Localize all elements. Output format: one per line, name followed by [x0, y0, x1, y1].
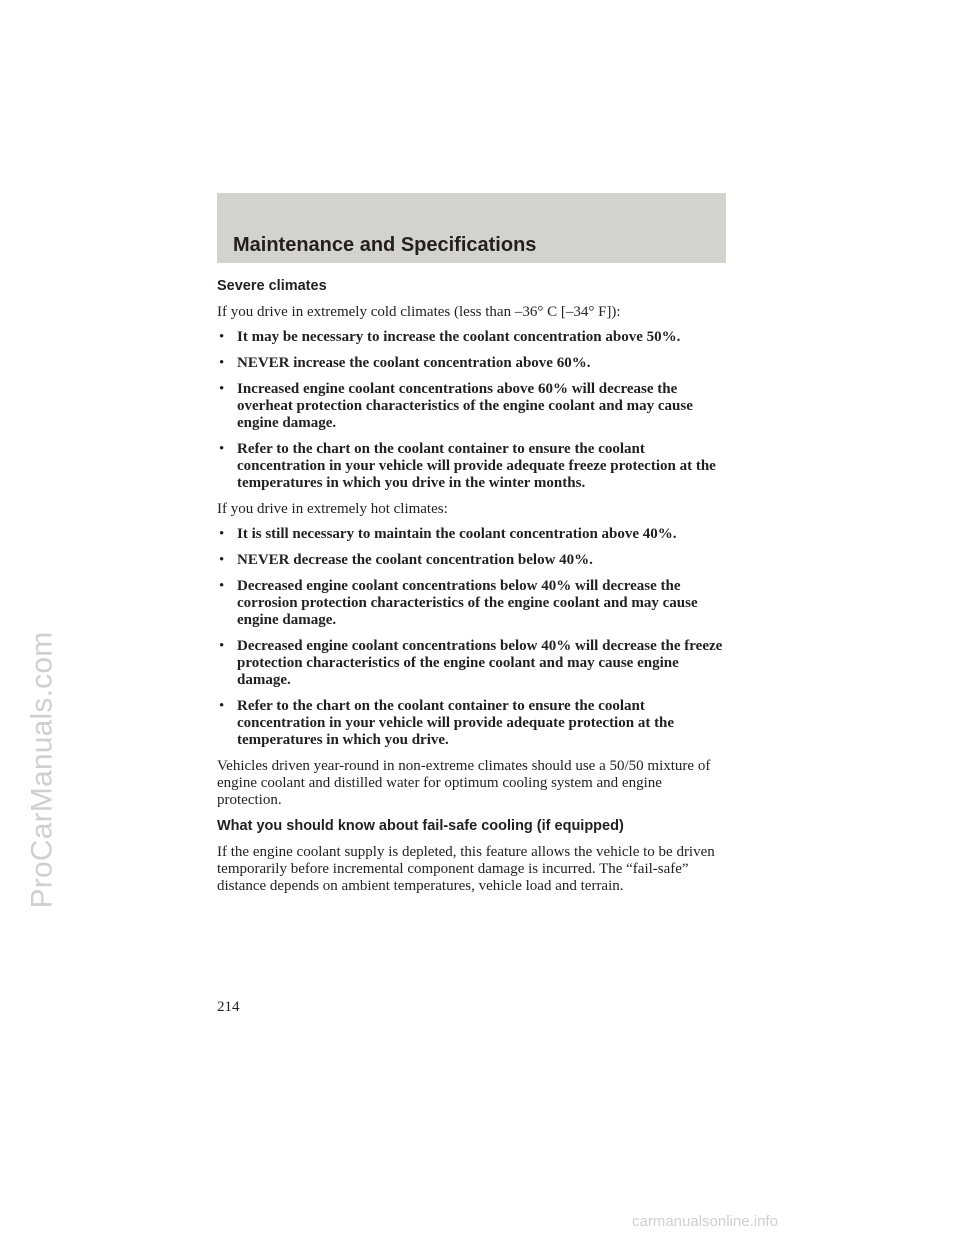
- list-item: • Decreased engine coolant concentrations below 40% will decrease the corrosion protection characteristics of the engine coolant and may cause engine damage.: [217, 578, 729, 629]
- page-content: [217, 277, 729, 903]
- fail-safe-cooling-paragraph: If the engine coolant supply is depleted, this feature allows the vehicle to be driven temporarily before incremental component damage is incurred. The “fail-safe” distance depends on ambient temperatures, vehicle load and terrain.: [217, 844, 715, 894]
- section-header-band: [217, 193, 726, 263]
- hot-climate-intro: If you drive in extremely hot climates:: [217, 501, 448, 517]
- section-header-title: Maintenance and Specifications: [233, 234, 537, 256]
- bottom-watermark: carmanualsonline.info: [632, 1213, 778, 1230]
- list-item: • NEVER decrease the coolant concentration below 40%.: [217, 552, 729, 569]
- hot-climate-list: [217, 526, 729, 749]
- list-item: • Refer to the chart on the coolant container to ensure the coolant concentration in your vehicle will provide adequate freeze protection at the temperatures in which you drive in the winter months.: [217, 441, 729, 492]
- page-number: 214: [217, 999, 240, 1015]
- list-item: • It is still necessary to maintain the coolant concentration above 40%.: [217, 526, 729, 543]
- non-extreme-climate-paragraph: Vehicles driven year-round in non-extreme climates should use a 50/50 mixture of engine coolant and distilled water for optimum cooling system and engine protection.: [217, 758, 711, 808]
- side-watermark: [12, 500, 72, 1040]
- list-item: • It may be necessary to increase the coolant concentration above 50%.: [217, 329, 729, 346]
- list-item: • Refer to the chart on the coolant container to ensure the coolant concentration in your vehicle will provide adequate protection at the temperatures in which you drive.: [217, 698, 729, 749]
- severe-climates-heading: Severe climates: [217, 278, 327, 294]
- list-item: • Increased engine coolant concentrations above 60% will decrease the overheat protection characteristics of the engine coolant and may cause engine damage.: [217, 381, 729, 432]
- fail-safe-cooling-heading: What you should know about fail-safe cooling (if equipped): [217, 818, 624, 834]
- list-item: • NEVER increase the coolant concentration above 60%.: [217, 355, 729, 372]
- list-item: • Decreased engine coolant concentrations below 40% will decrease the freeze protection characteristics of the engine coolant and may cause engine damage.: [217, 638, 729, 689]
- cold-climate-intro: If you drive in extremely cold climates (less than –36° C [–34° F]):: [217, 304, 621, 320]
- cold-climate-list: [217, 329, 729, 492]
- side-watermark-text: ProCarManuals.com: [25, 631, 59, 909]
